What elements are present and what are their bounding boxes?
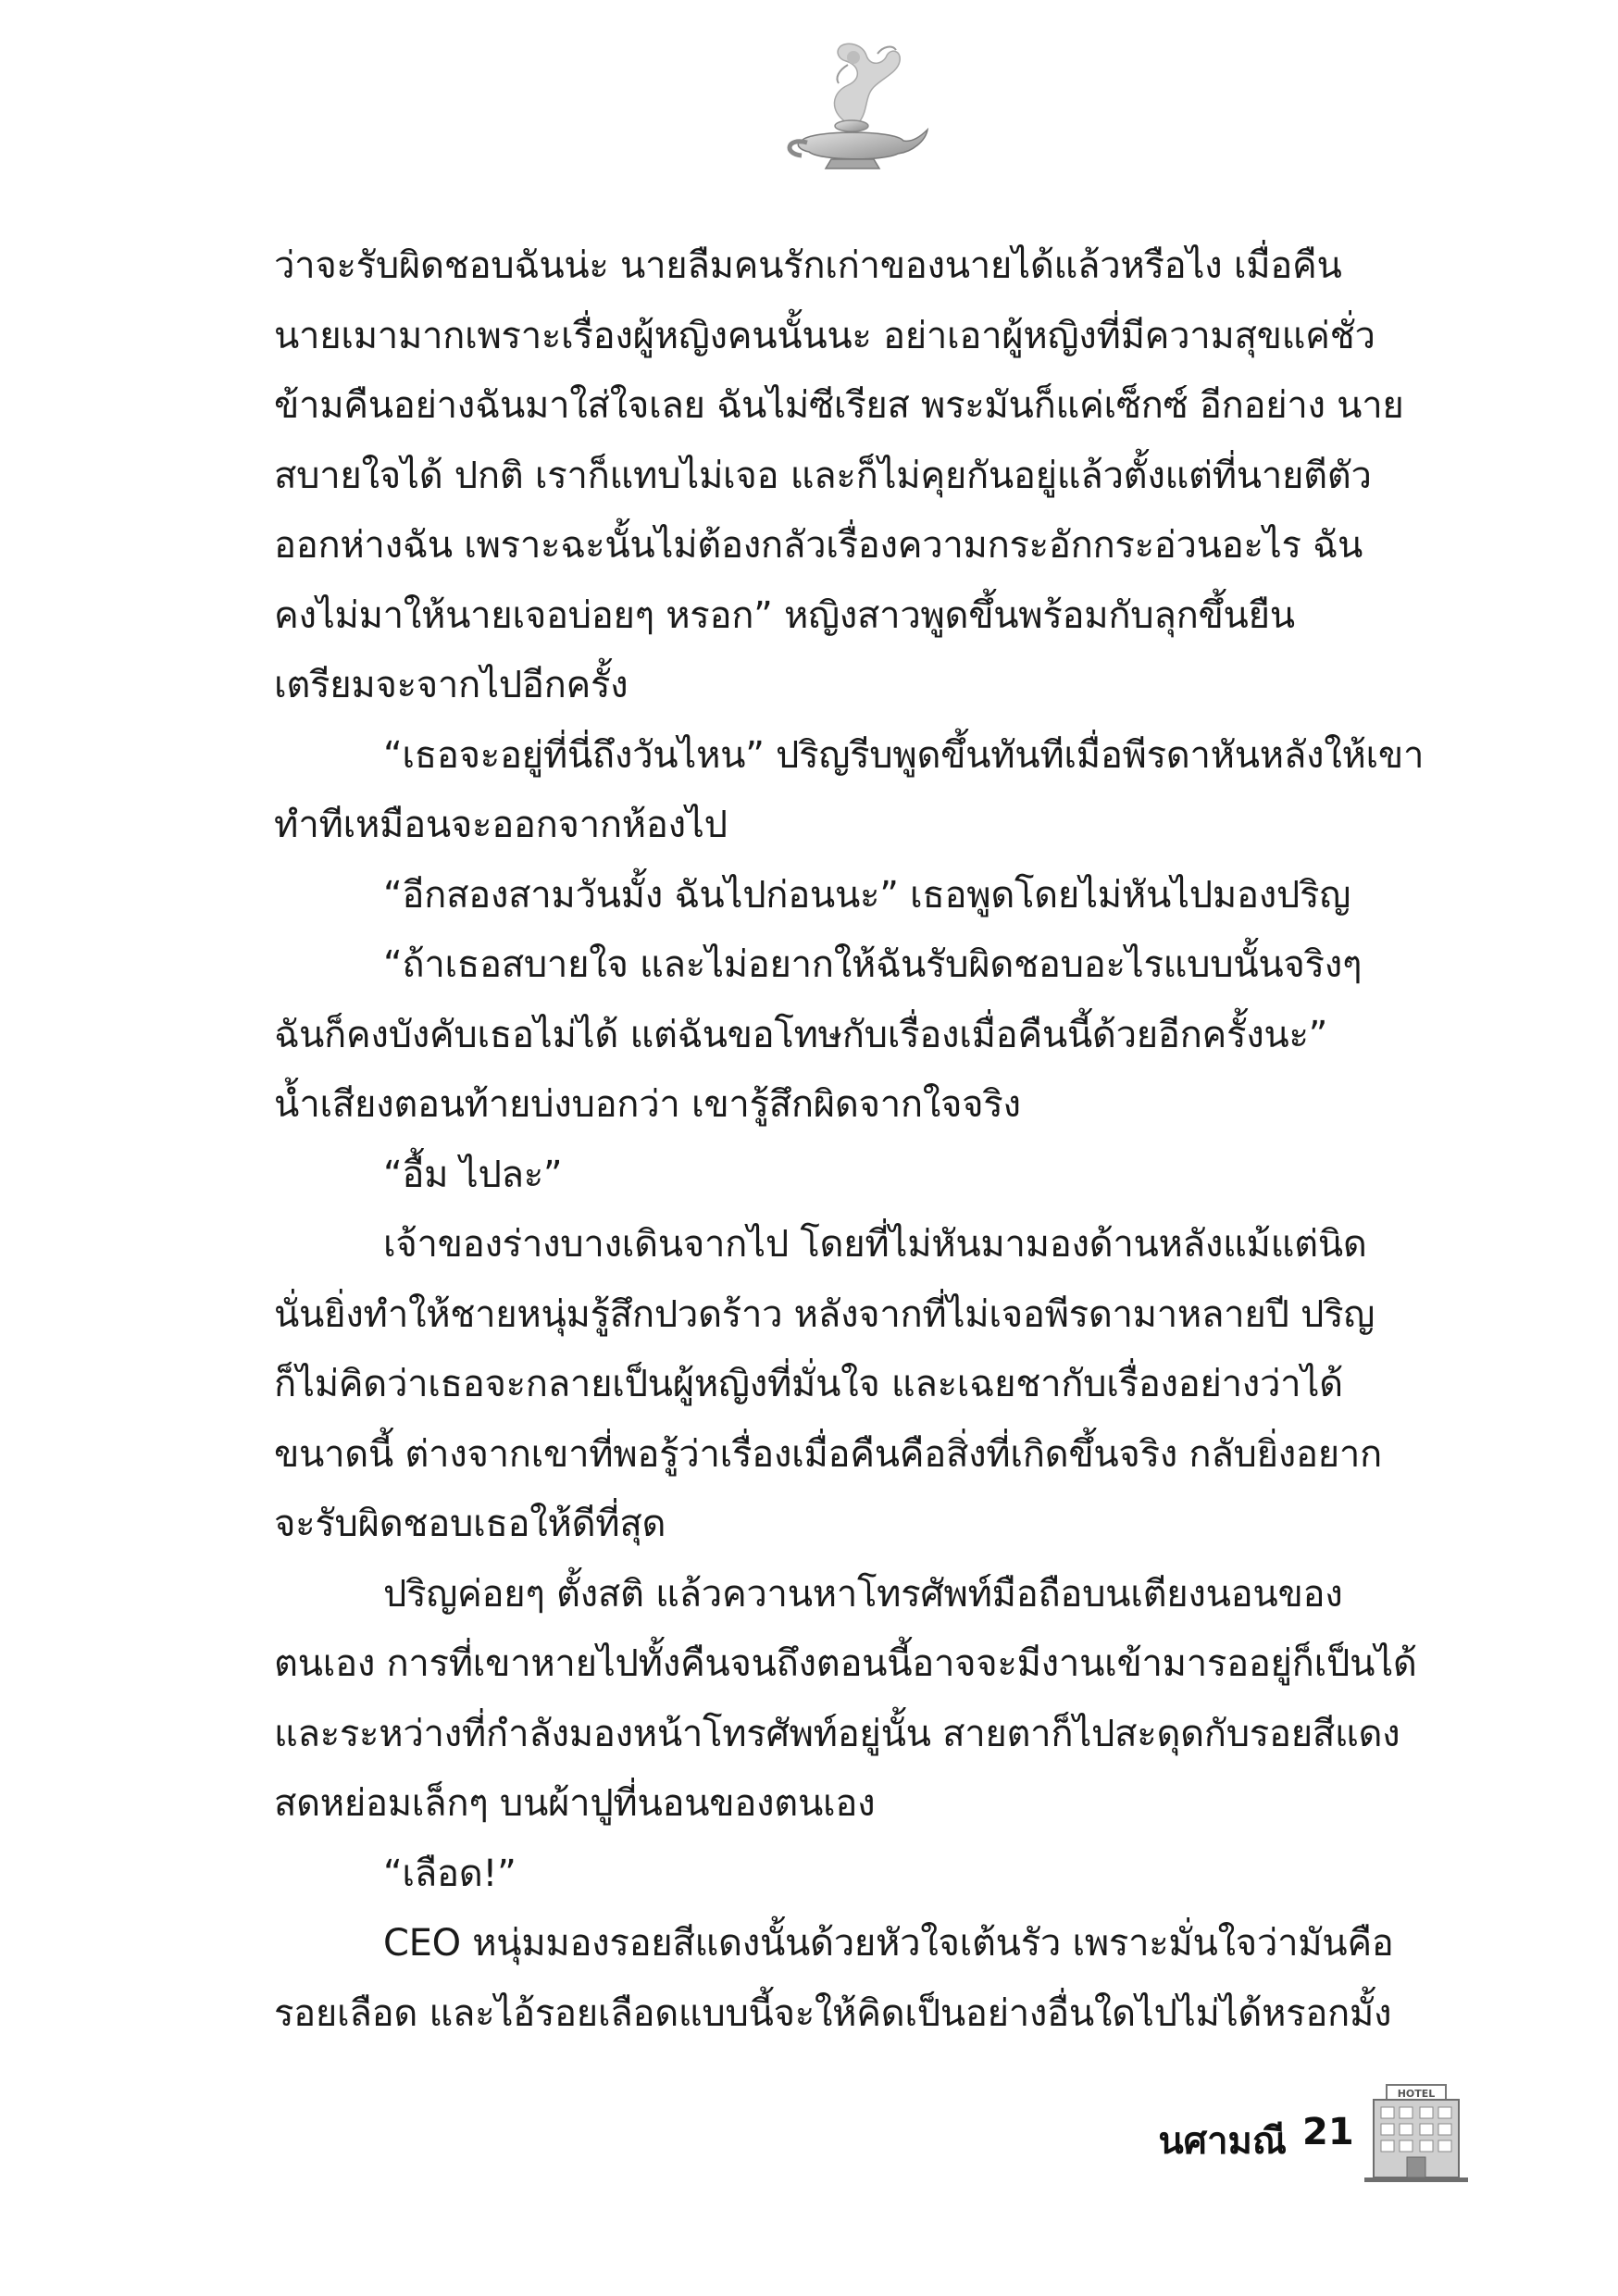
text-line: “อื้ม ไปละ”: [383, 1153, 563, 1196]
text-line: ขนาดนี้ ต่างจากเขาที่พอรู้ว่าเรื่องเมื่อคืนคือสิ่งที่เกิดขึ้นจริง กลับยิ่งอยาก: [274, 1432, 1382, 1476]
hotel-sign-text: HOTEL: [1397, 2088, 1436, 2100]
text-line: น้ำเสียงตอนท้ายบ่งบอกว่า เขารู้สึกผิดจากใจจริง: [274, 1083, 1021, 1126]
text-line: เจ้าของร่างบางเดินจากไป โดยที่ไม่หันมามองด้านหลังแม้แต่นิด: [383, 1223, 1367, 1266]
text-line: ตนเอง การที่เขาหายไปทั้งคืนจนถึงตอนนี้อาจจะมีงานเข้ามารออยู่ก็เป็นได้: [274, 1642, 1417, 1685]
paragraph: [274, 231, 1468, 721]
text-line: “ถ้าเธอสบายใจ และไม่อยากให้ฉันรับผิดชอบอะไรแบบนั้นจริงๆ: [383, 943, 1363, 986]
text-line: ก็ไม่คิดว่าเธอจะกลายเป็นผู้หญิงที่มั่นใจ และเฉยชากับเรื่องอย่างว่าได้: [274, 1363, 1343, 1405]
page-number: 21: [1302, 2111, 1354, 2153]
text-line: ข้ามคืนอย่างฉันมาใส่ใจเลย ฉันไม่ซีเรียส พระมันก็แค่เซ็กซ์ อีกอย่าง นาย: [274, 384, 1404, 427]
paragraph: [274, 1141, 1468, 1211]
text-line: ออกห่างฉัน เพราะฉะนั้นไม่ต้องกลัวเรื่องความกระอักกระอ่วนอะไร ฉัน: [274, 524, 1363, 567]
text-line: ทำทีเหมือนจะออกจากห้องไป: [274, 804, 728, 846]
body-text: [274, 231, 1468, 2049]
text-line: “เลือด!”: [383, 1852, 517, 1895]
text-line: และระหว่างที่กำลังมองหน้าโทรศัพท์อยู่นั้น สายตาก็ไปสะดุดกับรอยสีแดง: [274, 1712, 1400, 1755]
author-name: นศามณี: [1158, 2120, 1287, 2163]
text-line: รอยเลือด และไอ้รอยเลือดแบบนี้จะให้คิดเป็นอย่างอื่นใดไปไม่ได้หรอกมั้ง: [274, 1991, 1392, 2035]
text-line: “เธอจะอยู่ที่นี่ถึงวันไหน” ปริญรีบพูดขึ้นทันทีเมื่อพีรดาหันหลังให้เขา: [383, 733, 1425, 777]
text-line: CEO หนุ่มมองรอยสีแดงนั้นด้วยหัวใจเต้นรัว เพราะมั่นใจว่ามันคือ: [383, 1922, 1394, 1965]
page-footer: [1074, 2081, 1500, 2183]
text-line: นายเมามากเพราะเรื่องผู้หญิงคนนั้นนะ อย่าเอาผู้หญิงที่มีความสุขแค่ชั่ว: [274, 314, 1375, 357]
text-line: สดหย่อมเล็กๆ บนผ้าปูที่นอนของตนเอง: [274, 1782, 876, 1825]
text-line: คงไม่มาให้นายเจอบ่อยๆ หรอก” หญิงสาวพูดขึ้นพร้อมกับลุกขึ้นยืน: [274, 593, 1295, 637]
paragraph: [274, 1909, 1468, 2049]
text-line: ว่าจะรับผิดชอบฉันน่ะ นายลืมคนรักเก่าของนายได้แล้วหรือไง เมื่อคืน: [274, 244, 1342, 287]
paragraph: [274, 1210, 1468, 1560]
text-line: สบายใจได้ ปกติ เราก็แทบไม่เจอ และก็ไม่คุยกันอยู่แล้วตั้งแต่ที่นายตีตัว: [274, 454, 1372, 497]
text-line: ปริญค่อยๆ ตั้งสติ แล้วควานหาโทรศัพท์มือถือบนเตียงนอนของ: [383, 1572, 1343, 1616]
text-line: นั่นยิ่งทำให้ชายหนุ่มรู้สึกปวดร้าว หลังจากที่ไม่เจอพีรดามาหลายปี ปริญ: [274, 1292, 1375, 1336]
text-line: จะรับผิดชอบเธอให้ดีที่สุด: [274, 1503, 666, 1545]
paragraph: [274, 1840, 1468, 1910]
text-line: เตรียมจะจากไปอีกครั้ง: [274, 664, 629, 706]
paragraph: [274, 930, 1468, 1141]
hotel-building-icon: [1361, 2081, 1472, 2183]
magic-lamp-icon: [774, 37, 931, 176]
text-line: “อีกสองสามวันมั้ง ฉันไปก่อนนะ” เธอพูดโดยไม่หันไปมองปริญ: [383, 873, 1350, 917]
text-line: ฉันก็คงบังคับเธอไม่ได้ แต่ฉันขอโทษกับเรื่องเมื่อคืนนี้ด้วยอีกครั้งนะ”: [274, 1013, 1328, 1056]
paragraph: [274, 1560, 1468, 1840]
paragraph: [274, 861, 1468, 931]
paragraph: [274, 721, 1468, 861]
